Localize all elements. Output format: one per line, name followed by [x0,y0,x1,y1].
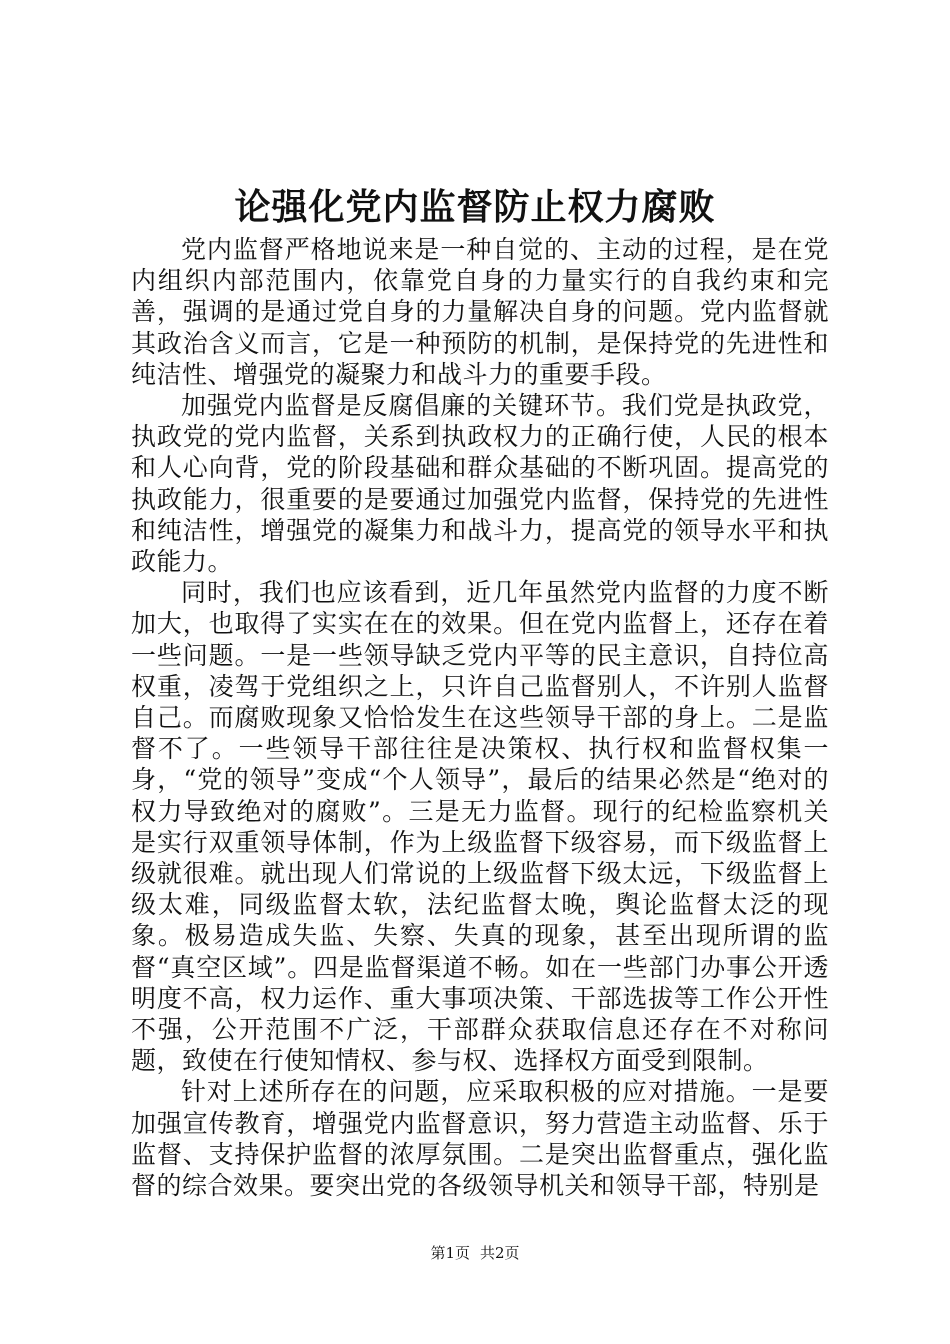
page-number-current: 第1页 [430,1244,470,1262]
document-title: 论强化党内监督防止权力腐败 [234,187,716,228]
document-body [131,234,829,1201]
paragraph-2: 加强党内监督是反腐倡廉的关键环节。我们党是执政党，执政党的党内监督，关系到执政权力的正确行使，人民的根本和人心向背，党的阶段基础和群众基础的不断巩固。提高党的执政能力，很重要的是要通过加强党内监督，保持党的先进性和纯洁性，增强党的凝集力和战斗力，提高党的领导水平和执政能力。 [131,391,829,577]
paragraph-3: 同时，我们也应该看到，近几年虽然党内监督的力度不断加大，也取得了实实在在的效果。但在党内监督上，还存在着一些问题。一是一些领导缺乏党内平等的民主意识，自持位高权重，凌驾于党组织之上，只许自己监督别人，不许别人监督自己。而腐败现象又恰恰发生在这些领导干部的身上。二是监督不了。一些领导干部往往是决策权、执行权和监督权集一身，“党的领导”变成“个人领导”，最后的结果必然是“绝对的权力导致绝对的腐败”。三是无力监督。现行的纪检监察机关是实行双重领导体制，作为上级监督下级容易，而下级监督上级就很难。就出现人们常说的上级监督下级太远，下级监督上级太难，同级监督太软，法纪监督太晚，舆论监督太泛的现象。极易造成失监、失察、失真的现象，甚至出现所谓的监督“真空区域”。四是监督渠道不畅。如在一些部门办事公开透明度不高，权力运作、重大事项决策、干部选拔等工作公开性不强，公开范围不广泛，干部群众获取信息还存在不对称问题，致使在行使知情权、参与权、选择权方面受到限制。 [131,578,829,1076]
page-footer [0,1243,950,1263]
page-number-total: 共2页 [480,1244,520,1262]
paragraph-1: 党内监督严格地说来是一种自觉的、主动的过程，是在党内组织内部范围内，依靠党自身的力量实行的自我约束和完善，强调的是通过党自身的力量解决自身的问题。党内监督就其政治含义而言，它是一种预防的机制，是保持党的先进性和纯洁性、增强党的凝聚力和战斗力的重要手段。 [131,235,829,389]
paragraph-4: 针对上述所存在的问题，应采取积极的应对措施。一是要加强宣传教育，增强党内监督意识，努力营造主动监督、乐于监督、支持保护监督的浓厚氛围。二是突出监督重点，强化监督的综合效果。要突出党的各级领导机关和领导干部，特别是 [131,1077,829,1201]
